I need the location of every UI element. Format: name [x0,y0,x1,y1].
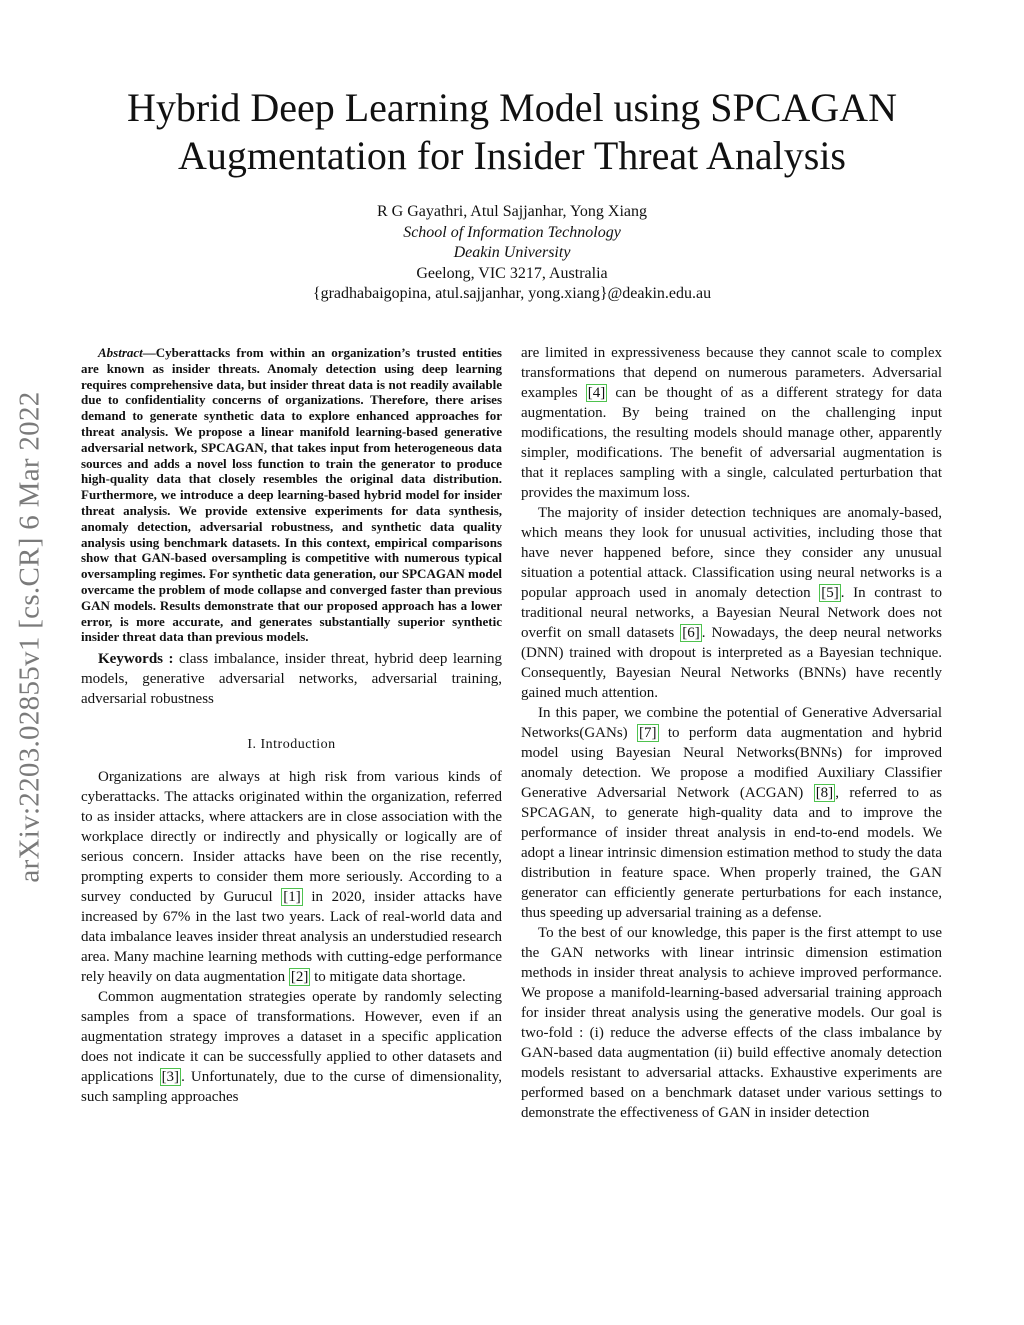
text-span: In this paper, we combine the potential of Generative Adversarial Networks(GANs) [521,705,942,741]
arxiv-identifier: arXiv:2203.02855v1 [cs.CR] 6 Mar 2022 [13,391,46,883]
text-span: To the best of our knowledge, this paper is the first attempt to use the GAN networks with linear intrinsic dimension estimation methods in insider threat analysis to achieve improved performance. We propose a manifold-learning-based adversarial training approach for insider threat analysis using the generative models. Our goal is two-fold : (i) reduce the adverse effects of the class imbalance by GAN-based data augmentation (ii) build effective anomaly detection models resistant to adversarial attacks. Exhaustive experiments are performed based on a benchmark dataset under various settings to demonstrate the effectiveness of GAN in insider detection [521,925,942,1121]
text-span: The majority of insider detection techniques are anomaly-based, which means they look for unusual activities, including those that have never happened before, since they consider any unusual situation a potential attack. Classification using neural networks is a popular approach used in anomaly detection [521,505,942,601]
citation-link-4[interactable]: [4] [587,385,606,401]
right-column [521,343,942,1123]
paper-title [100,84,924,180]
text-span: are limited in expressiveness because they cannot scale to complex transformations that depend on numerous parameters. Adversarial examples [521,345,942,401]
text-span: Organizations are always at high risk from various kinds of cyberattacks. The attacks originated within the organization, referred to as insider attacks, where attackers are in close association with the workplace directly or indirectly and physically or logically are of serious concern. Insider attacks have been on the rise recently, prompting experts to consider them more seriously. According to a survey conducted by Gurucul [81,769,502,906]
intro-paragraph-2-continued [521,343,942,503]
abstract-text: —Cyberattacks from within an organization’s trusted entities are known as insider threats. Anomaly detection using deep learning requires comprehensive data, but insider threat data is not readily available due to confidentiality concerns of organizations. Therefore, there arises demand to generate synthetic data to explore enhanced approaches for threat analysis. We propose a linear manifold learning-based generative adversarial network, SPCAGAN, that takes input from heterogeneous data sources and adds a novel loss function to train the generator to produce high-quality data that closely resembles the original data distribution. Furthermore, we introduce a deep learning-based hybrid model for insider threat analysis. We provide extensive experiments for data synthesis, anomaly detection, adversarial robustness, and synthetic data quality analysis using benchmark datasets. In this context, empirical comparisons show that GAN-based oversampling is competitive with numerous typical oversampling regimes. For synthetic data generation, our SPCAGAN model overcame the problem of mode collapse and converged faster than previous GAN models. Results demonstrate that our proposed approach has a lower error, is more accurate, and generates substantially superior synthetic insider threat data than previous models. [81,345,502,645]
title-line-1: Hybrid Deep Learning Model using SPCAGAN [127,85,897,130]
citation-link-2[interactable]: [2] [290,969,309,986]
arxiv-sidebar [0,345,60,930]
author-names: R G Gayathri, Atul Sajjanhar, Yong Xiang [376,203,647,220]
text-span: Common augmentation strategies operate by randomly selecting samples from a space of transformations. However, even if an augmentation strategy improves a dataset in a specific application does not indicate it can be successfully applied to other datasets and applications [81,989,502,1086]
text-span: can be thought of as a different strategy for data augmentation. By being trained on the challenging input modifications, the resulting models should manage other, apparently simpler, modifications. The benefit of adversarial augmentation is that it replaces sampling with a single, calculated perturbation that provides the maximum loss. [521,385,942,501]
intro-paragraph-5 [521,923,942,1123]
abstract [81,345,502,645]
text-span: to mitigate data shortage. [310,969,466,986]
author-university: Deakin University [453,244,571,261]
citation-link-5[interactable]: [5] [821,585,839,601]
text-span: . Nowadays, the deep neural networks (DNN) trained with dropout is interpreted as a Bayesian technique. Consequently, Bayesian Neural Networks (BNNs) have recently gained much attention. [521,625,942,701]
intro-paragraph-4 [521,703,942,923]
keywords [81,649,502,709]
intro-paragraph-1 [81,767,502,987]
citation-link-8[interactable]: [8] [815,785,834,801]
author-block [100,202,924,305]
author-school: School of Information Technology [403,223,621,241]
citation-link-1[interactable]: [1] [283,889,301,906]
text-span: in 2020, insider attacks have increased by 67% in the last two years. Lack of real-world data and data imbalance leaves insider threat analysis an understudied research area. Many machine learning methods with cutting-edge performance rely heavily on data augmentation [81,889,502,986]
text-span: , referred to as SPCAGAN, to generate high-quality data and to improve the performance of insider threat analysis in end-to-end models. We adopt a linear intrinsic dimension estimation method to study the data distribution in feature space. When properly trained, the GAN generator can efficiently generate perturbations for each instance, thus speeding up adversarial training as a defense. [521,785,943,921]
keywords-text: class imbalance, insider threat, hybrid deep learning models, generative adversarial networks, adversarial training, adversarial robustness [81,651,502,708]
author-emails: {gradhabaigopina, atul.sajjanhar, yong.xiang}@deakin.edu.au [312,285,712,302]
citation-link-3[interactable]: [3] [161,1069,180,1086]
abstract-label: Abstract [98,345,143,360]
text-span: to perform data augmentation and hybrid model using Bayesian Neural Networks(BNNs) for improved anomaly detection. We propose a modified Auxiliary Classifier Generative Adversarial Network (ACGAN) [521,725,942,801]
author-location: Geelong, VIC 3217, Australia [416,264,608,282]
citation-link-7[interactable]: [7] [639,725,657,741]
section-heading-introduction: I. Introduction [247,737,336,753]
text-span: . Unfortunately, due to the curse of dimensionality, such sampling approaches [81,1069,502,1106]
intro-paragraph-2 [81,987,502,1107]
title-line-2: Augmentation for Insider Threat Analysis [177,133,846,178]
text-span: . In contrast to traditional neural networks, a Bayesian Neural Network does not overfit on small datasets [521,585,942,641]
citation-link-6[interactable]: [6] [682,625,700,641]
intro-paragraph-3 [521,503,942,703]
left-column [81,345,502,1107]
keywords-label: Keywords : [98,651,174,668]
